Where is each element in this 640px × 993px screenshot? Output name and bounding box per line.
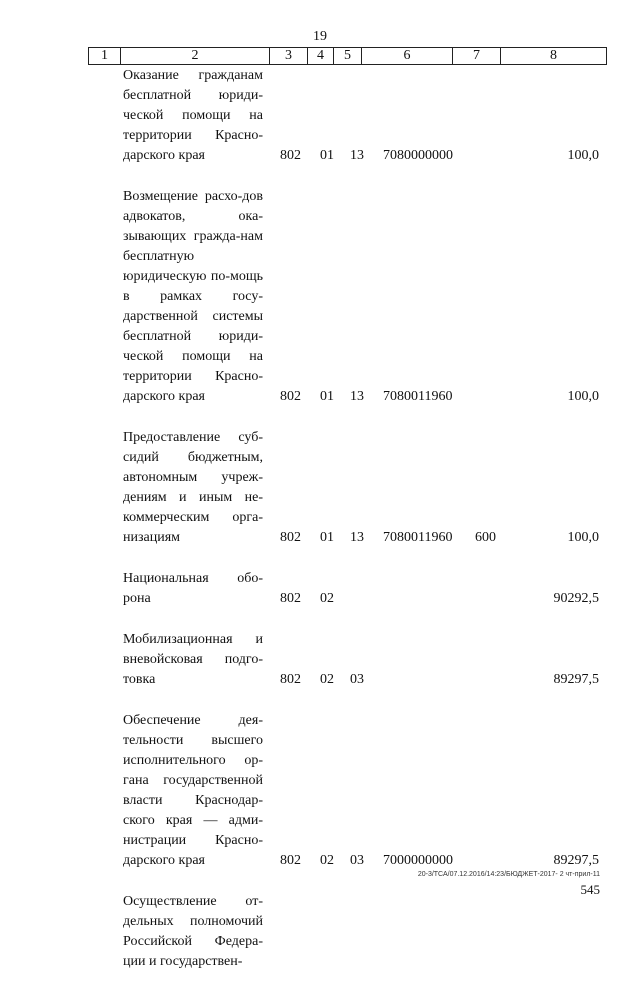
header-col-1: 1 [89, 48, 121, 64]
table-row [0, 569, 640, 609]
row-section-code: 01 [320, 389, 334, 404]
table-row [0, 892, 640, 972]
header-col-3: 3 [270, 48, 308, 64]
budget-table-body [0, 66, 640, 993]
row-amount: 100,0 [567, 148, 599, 163]
row-ministry-code: 802 [280, 672, 301, 687]
row-ministry-code: 802 [280, 530, 301, 545]
row-name: Обеспечение дея-тельности высшего исполнительного ор-гана государственной власти Краснодар-ского края — адми-нистрации Красно-дарского края [123, 713, 263, 868]
header-col-5: 5 [334, 48, 362, 64]
row-target-code: 7080000000 [383, 148, 453, 163]
row-subsection-code: 03 [350, 853, 364, 868]
row-name: Предоставление суб-сидий бюджетным, автономным учреж-дениям и иным не-коммерческим орга-низациям [123, 430, 263, 545]
row-amount: 89297,5 [553, 853, 599, 868]
row-target-code: 7080011960 [383, 389, 453, 404]
table-row [0, 428, 640, 548]
table-row [0, 711, 640, 871]
header-col-4: 4 [308, 48, 334, 64]
document-footer-note: 20-3/ТСА/07.12.2016/14:23/БЮДЖЕТ-2017- 2 чт-прил-11 [417, 871, 600, 878]
row-ministry-code: 802 [280, 591, 301, 606]
row-section-code: 01 [320, 530, 334, 545]
row-section-code: 02 [320, 853, 334, 868]
row-subsection-code: 13 [350, 530, 364, 545]
table-row [0, 66, 640, 166]
row-ministry-code: 802 [280, 853, 301, 868]
header-col-2: 2 [121, 48, 270, 64]
row-name: Мобилизационная и вневойсковая подго-товка [123, 632, 263, 687]
row-subsection-code: 13 [350, 148, 364, 163]
row-section-code: 01 [320, 148, 334, 163]
row-subsection-code: 13 [350, 389, 364, 404]
row-section-code: 02 [320, 672, 334, 687]
table-row [0, 630, 640, 690]
row-name: Возмещение расхо-дов адвокатов, ока-зывающих гражда-нам бесплатную юридическую по-мощь в рамках госу-дарственной системы бесплатной юриди-ческой помощи на территории Красно-дарского края [123, 189, 263, 404]
row-expense-type: 600 [475, 530, 496, 545]
row-name: Национальная обо-рона [123, 571, 263, 606]
row-ministry-code: 802 [280, 148, 301, 163]
page-number: 19 [313, 29, 327, 44]
row-section-code: 02 [320, 591, 334, 606]
row-target-code: 7080011960 [383, 530, 453, 545]
row-ministry-code: 802 [280, 389, 301, 404]
header-col-7: 7 [453, 48, 501, 64]
row-amount: 100,0 [567, 530, 599, 545]
row-amount: 90292,5 [553, 591, 599, 606]
footer-page-number: 545 [580, 882, 600, 897]
table-header-row [88, 47, 607, 65]
header-col-6: 6 [362, 48, 453, 64]
row-name: Осуществление от-дельных полномочий Российской Федера-ции и государствен- [123, 894, 263, 969]
row-name: Оказание гражданам бесплатной юриди-ческой помощи на территории Красно-дарского края [123, 68, 263, 163]
row-target-code: 7000000000 [383, 853, 453, 868]
row-amount: 89297,5 [553, 672, 599, 687]
header-col-8: 8 [550, 48, 557, 63]
row-amount: 100,0 [567, 389, 599, 404]
row-subsection-code: 03 [350, 672, 364, 687]
table-row [0, 187, 640, 407]
